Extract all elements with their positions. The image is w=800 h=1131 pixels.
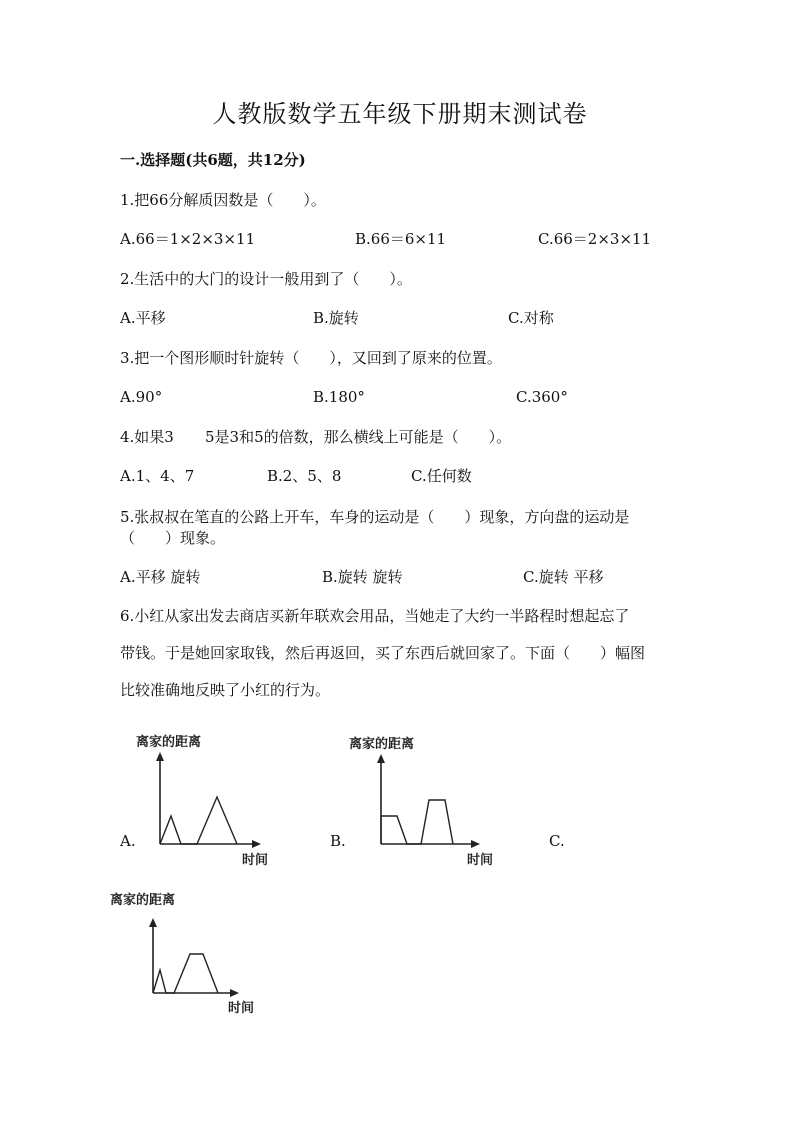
graph-c-line: [153, 954, 218, 993]
question-1-option-b[interactable]: B.66＝6×11: [355, 230, 447, 248]
question-6-stem-line2: 带钱。于是她回家取钱，然后再返回，买了东西后就回家了。下面（ ）幅图: [120, 644, 646, 662]
graph-c-x-label: 时间: [228, 1001, 255, 1016]
question-6-option-c[interactable]: C.: [549, 832, 565, 850]
graph-b-line: [381, 800, 453, 844]
graph-a-x-label: 时间: [242, 853, 269, 868]
graph-a-line: [160, 797, 237, 844]
question-6-option-a[interactable]: A.: [120, 832, 136, 850]
question-6-stem-line3: 比较准确地反映了小红的行为。: [120, 681, 331, 699]
graph-c[interactable]: [108, 888, 268, 1018]
graph-c-y-arrow: [149, 918, 157, 927]
question-6-stem-line1: 6.小红从家出发去商店买新年联欢会用品，当她走了大约一半路程时想起忘了: [120, 607, 630, 625]
question-4-stem-end: 5是3和5的倍数，那么横线上可能是（ ）。: [205, 428, 512, 446]
question-5-option-c[interactable]: C.旋转 平移: [523, 568, 604, 586]
question-3-option-b[interactable]: B.180°: [313, 388, 365, 406]
question-6-option-b[interactable]: B.: [330, 832, 346, 850]
question-2-option-b[interactable]: B.旋转: [313, 309, 359, 327]
graph-b-y-arrow: [377, 754, 385, 763]
question-4-option-a[interactable]: A.1、4、7: [120, 467, 195, 485]
question-3-option-a[interactable]: A.90°: [120, 388, 163, 406]
section-heading: 一.选择题(共6题，共12分): [120, 151, 306, 169]
graph-a[interactable]: [130, 728, 280, 870]
question-2-option-a[interactable]: A.平移: [120, 309, 166, 327]
question-2-option-c[interactable]: C.对称: [508, 309, 554, 327]
question-2-stem: 2.生活中的大门的设计一般用到了（ ）。: [120, 270, 412, 288]
question-1-option-c[interactable]: C.66＝2×3×11: [538, 230, 652, 248]
graph-c-y-label: 离家的距离: [110, 893, 176, 908]
question-5-stem-line2: （ ）现象。: [120, 529, 226, 547]
question-4-option-c[interactable]: C.任何数: [411, 467, 472, 485]
graph-a-y-arrow: [156, 752, 164, 761]
graph-c-x-arrow: [230, 989, 239, 997]
graph-b-x-arrow: [471, 840, 480, 848]
question-1-option-a[interactable]: A.66＝1×2×3×11: [120, 230, 256, 248]
graph-a-x-arrow: [252, 840, 261, 848]
question-3-stem: 3.把一个图形顺时针旋转（ ），又回到了原来的位置。: [120, 349, 502, 367]
graph-b-x-label: 时间: [467, 853, 494, 868]
question-4-option-b[interactable]: B.2、5、8: [267, 467, 342, 485]
graph-a-y-label: 离家的距离: [136, 735, 202, 750]
question-5-option-a[interactable]: A.平移 旋转: [120, 568, 201, 586]
page-title: 人教版数学五年级下册期末测试卷: [212, 100, 588, 128]
question-1-stem: 1.把66分解质因数是（ ）。: [120, 191, 326, 209]
graph-b-y-label: 离家的距离: [349, 737, 415, 752]
question-3-option-c[interactable]: C.360°: [516, 388, 568, 406]
question-4-stem-start: 4.如果3: [120, 428, 174, 446]
question-5-stem-line1: 5.张叔叔在笔直的公路上开车，车身的运动是（ ）现象，方向盘的运动是: [120, 508, 630, 526]
graph-b[interactable]: [345, 728, 505, 870]
question-5-option-b[interactable]: B.旋转 旋转: [322, 568, 403, 586]
